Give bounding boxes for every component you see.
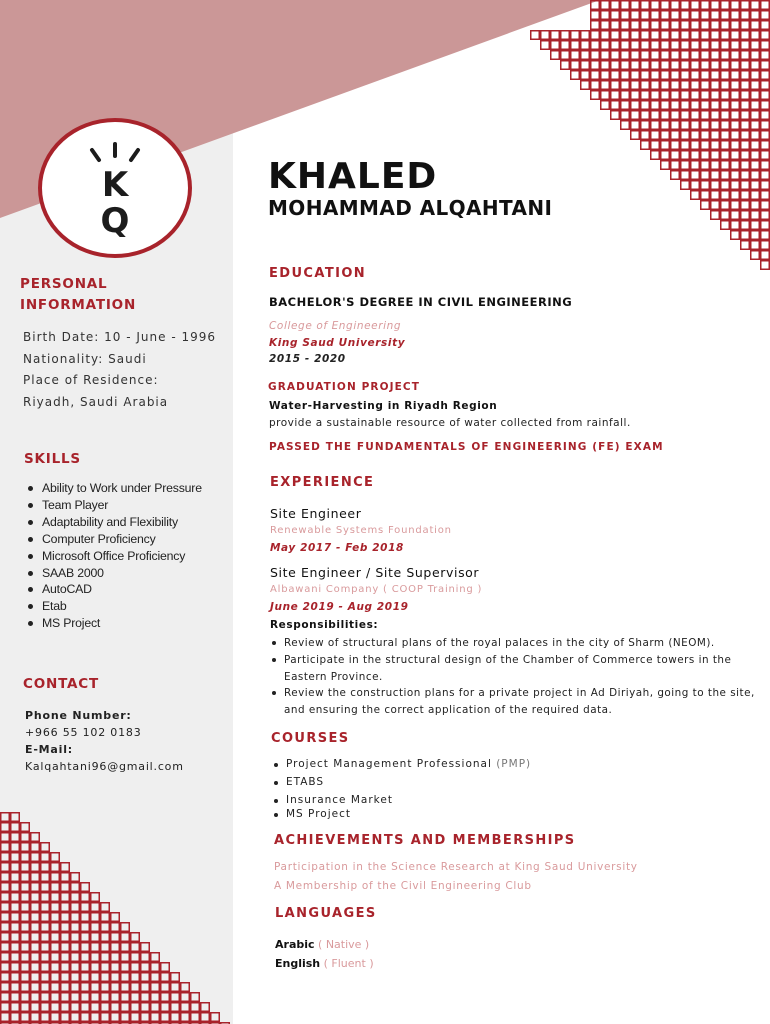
- job-dates: May 2017 - Feb 2018: [270, 542, 404, 554]
- college-name: College of Engineering: [269, 320, 402, 332]
- email-label: E-Mail:: [25, 743, 73, 756]
- list-item: Computer Proficiency: [26, 531, 202, 548]
- achievements-heading: ACHIEVEMENTS AND MEMBERSHIPS: [274, 833, 576, 848]
- project-title: Water-Harvesting in Riyadh Region: [269, 400, 498, 412]
- graduation-project-heading: GRADUATION PROJECT: [268, 381, 420, 393]
- language-row: [275, 937, 369, 953]
- list-item: ETABS: [272, 775, 531, 790]
- list-item: SAAB 2000: [26, 565, 202, 582]
- list-item: MS Project: [26, 615, 202, 632]
- fe-exam-heading: PASSED THE FUNDAMENTALS OF ENGINEERING (FE) EXAM: [269, 441, 664, 453]
- list-item: Insurance Market: [272, 793, 531, 808]
- list-item: AutoCAD: [26, 581, 202, 598]
- list-item: Adaptability and Flexibility: [26, 514, 202, 531]
- list-item: Microsoft Office Proficiency: [26, 548, 202, 565]
- residence-value: Riyadh, Saudi Arabia: [23, 394, 169, 409]
- degree-title: BACHELOR'S DEGREE IN CIVIL ENGINEERING: [269, 295, 573, 309]
- courses-list: [272, 757, 531, 825]
- contact-heading: CONTACT: [23, 676, 100, 692]
- personal-heading-line1: PERSONAL: [20, 276, 108, 292]
- languages-heading: LANGUAGES: [275, 906, 377, 921]
- logo-letter-q: Q: [100, 201, 130, 241]
- list-item: Participate in the structural design of the Chamber of Commerce towers in the Eastern Province.: [270, 652, 760, 686]
- job-title: Site Engineer: [270, 506, 362, 521]
- course-suffix: (PMP): [491, 758, 532, 770]
- language-name: English: [275, 957, 321, 970]
- course-name: Project Management Professional: [286, 758, 492, 770]
- education-years: 2015 - 2020: [269, 353, 346, 365]
- list-item: Review of structural plans of the royal palaces in the city of Sharm (NEOM).: [270, 635, 760, 652]
- achievement-item: Participation in the Science Research at King Saud University: [274, 861, 638, 873]
- personal-info-list: [23, 327, 216, 413]
- last-name: MOHAMMAD ALQAHTANI: [268, 196, 553, 220]
- birth-date: Birth Date: 10 - June - 1996: [23, 330, 217, 344]
- university-name: King Saud University: [269, 337, 406, 349]
- list-item: Review the construction plans for a private project in Ad Diriyah, going to the site, and ensuring the correct application of the required data.: [270, 685, 760, 719]
- job-company: Renewable Systems Foundation: [270, 525, 452, 536]
- language-row: [275, 956, 374, 972]
- skills-heading: SKILLS: [24, 451, 81, 467]
- responsibilities-list: [270, 635, 760, 719]
- job-dates: June 2019 - Aug 2019: [270, 601, 409, 613]
- phone-number[interactable]: +966 55 102 0183: [25, 726, 142, 739]
- list-item: Team Player: [26, 497, 202, 514]
- personal-heading-line2: INFORMATION: [20, 297, 137, 313]
- job-company: Albawani Company ( COOP Training ): [270, 584, 483, 595]
- skills-list: [26, 480, 202, 632]
- project-description: provide a sustainable resource of water collected from rainfall.: [269, 417, 631, 429]
- grid-pattern-bottom: [0, 812, 235, 1024]
- language-level: ( Fluent ): [320, 957, 374, 970]
- logo-letter-k: K: [101, 165, 129, 205]
- grid-pattern-top: [470, 0, 770, 300]
- experience-heading: EXPERIENCE: [270, 475, 375, 490]
- achievement-item: A Membership of the Civil Engineering Club: [274, 880, 532, 892]
- monogram-logo: [38, 118, 192, 258]
- language-name: Arabic: [275, 938, 315, 951]
- language-level: ( Native ): [314, 938, 370, 951]
- job-title: Site Engineer / Site Supervisor: [270, 565, 480, 580]
- contact-details: [25, 707, 184, 775]
- phone-label: Phone Number:: [25, 709, 132, 722]
- first-name: KHALED: [268, 156, 438, 197]
- list-item: MS Project: [272, 807, 531, 822]
- list-item: Ability to Work under Pressure: [26, 480, 202, 497]
- personal-info-heading: [20, 274, 136, 316]
- responsibilities-label: Responsibilities:: [270, 619, 379, 631]
- list-item: Etab: [26, 598, 202, 615]
- nationality: Nationality: Saudi: [23, 351, 147, 366]
- residence-label: Place of Residence:: [23, 373, 159, 387]
- list-item: [272, 757, 531, 772]
- courses-heading: COURSES: [271, 731, 350, 746]
- email-address[interactable]: Kalqahtani96@gmail.com: [25, 760, 184, 773]
- education-heading: EDUCATION: [269, 266, 367, 281]
